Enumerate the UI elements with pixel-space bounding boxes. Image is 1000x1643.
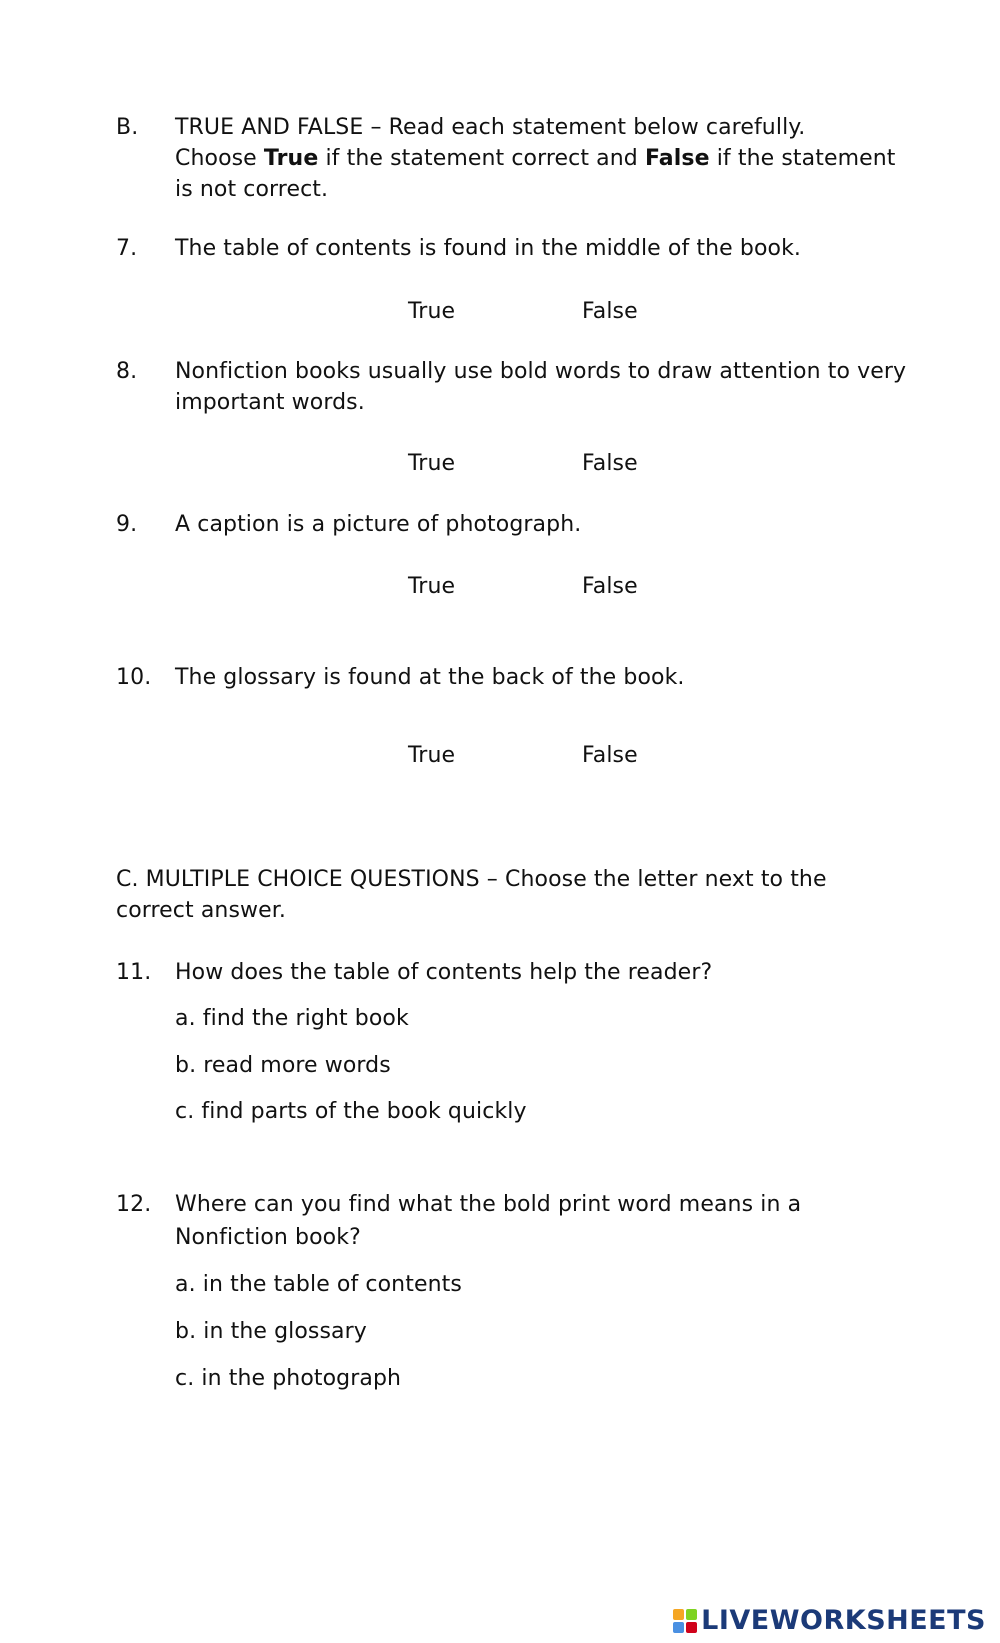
question-11-option-a[interactable]: a. find the right book xyxy=(175,1006,409,1031)
question-10-number: 10. xyxy=(116,665,152,690)
logo-mark-icon xyxy=(673,1609,697,1633)
question-12-text-cont: Nonfiction book? xyxy=(175,1225,361,1250)
true-keyword: True xyxy=(263,146,319,171)
question-9-true-option[interactable]: True xyxy=(408,574,456,599)
question-12-option-b[interactable]: b. in the glossary xyxy=(175,1319,367,1344)
question-8-text: Nonfiction books usually use bold words to draw attention to very xyxy=(175,359,907,384)
liveworksheets-logo xyxy=(673,1603,986,1639)
question-8-text-cont: important words. xyxy=(175,390,365,415)
question-9-number: 9. xyxy=(116,512,138,537)
question-7-true-option[interactable]: True xyxy=(408,299,456,324)
instruction-text: if the statement xyxy=(709,146,896,171)
section-b-letter: B. xyxy=(116,115,139,140)
question-12-number: 12. xyxy=(116,1192,152,1217)
logo-square xyxy=(686,1609,697,1620)
question-10-true-option[interactable]: True xyxy=(408,743,456,768)
question-12-text: Where can you find what the bold print word means in a xyxy=(175,1192,802,1217)
question-8-true-option[interactable]: True xyxy=(408,451,456,476)
question-9-false-option[interactable]: False xyxy=(582,574,638,599)
section-b-title: TRUE AND FALSE – Read each statement below carefully. xyxy=(175,115,806,140)
logo-text: LIVEWORKSHEETS xyxy=(701,1605,986,1636)
question-11-option-c[interactable]: c. find parts of the book quickly xyxy=(175,1099,527,1124)
question-8-false-option[interactable]: False xyxy=(582,451,638,476)
question-7-text: The table of contents is found in the middle of the book. xyxy=(175,236,801,261)
question-7-number: 7. xyxy=(116,236,138,261)
question-11-number: 11. xyxy=(116,960,152,985)
instruction-text: if the statement correct and xyxy=(318,146,645,171)
question-7-false-option[interactable]: False xyxy=(582,299,638,324)
false-keyword: False xyxy=(644,146,710,171)
section-c-title: C. MULTIPLE CHOICE QUESTIONS – Choose the letter next to the xyxy=(116,867,827,892)
question-8-number: 8. xyxy=(116,359,138,384)
question-11-text: How does the table of contents help the reader? xyxy=(175,960,713,985)
section-b-instructions xyxy=(175,143,896,175)
question-10-text: The glossary is found at the back of the book. xyxy=(175,665,685,690)
logo-square xyxy=(673,1609,684,1620)
logo-square xyxy=(673,1622,684,1633)
section-b-instructions-end: is not correct. xyxy=(175,177,329,202)
instruction-text: Choose xyxy=(175,146,264,171)
question-12-option-c[interactable]: c. in the photograph xyxy=(175,1366,402,1391)
question-11-option-b[interactable]: b. read more words xyxy=(175,1053,391,1078)
question-10-false-option[interactable]: False xyxy=(582,743,638,768)
logo-square xyxy=(686,1622,697,1633)
question-9-text: A caption is a picture of photograph. xyxy=(175,512,582,537)
section-c-title-cont: correct answer. xyxy=(116,898,286,923)
question-12-option-a[interactable]: a. in the table of contents xyxy=(175,1272,462,1297)
